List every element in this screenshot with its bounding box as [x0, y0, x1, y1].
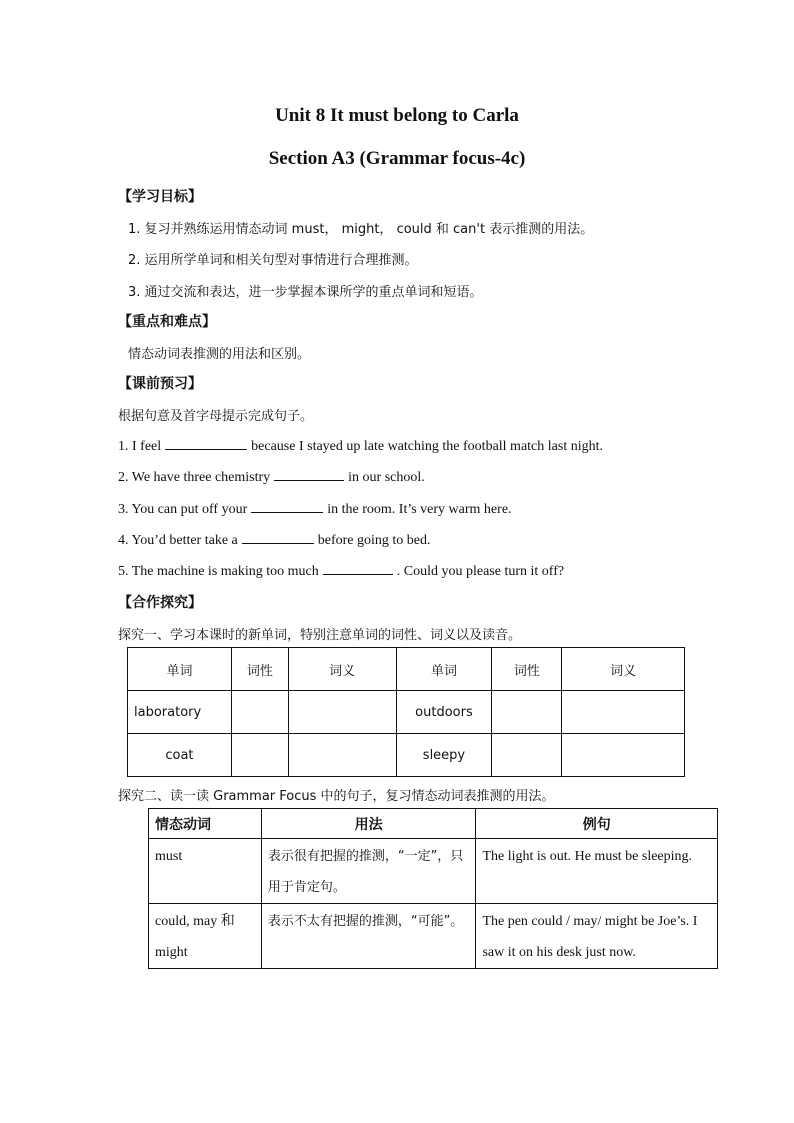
objective-item-2: 2. 运用所学单词和相关句型对事情进行合理推测。 [128, 253, 418, 268]
preview-sentence-3: 3. You can put off your in the room. It’s very warm here. [118, 502, 512, 517]
preview-sentence-4: 4. You’d better take a before going to bed. [118, 533, 431, 548]
word-cell: laboratory [128, 691, 232, 734]
header-cell: 用法 [261, 809, 476, 839]
answer-cell[interactable] [288, 734, 396, 777]
objective-item-3: 3. 通过交流和表达，进一步掌握本课所学的重点单词和短语。 [128, 285, 483, 300]
answer-blank[interactable] [251, 500, 323, 513]
example-cell: The light is out. He must be sleeping. [476, 839, 718, 904]
header-cell: 词性 [492, 648, 562, 691]
word-cell: sleepy [396, 734, 492, 777]
answer-blank[interactable] [274, 468, 344, 481]
table-row [128, 734, 685, 777]
modal-cell: could, may 和 might [149, 904, 262, 969]
table-row [149, 904, 718, 969]
explore-heading: 【合作探究】 [118, 595, 202, 611]
section-title: Section A3 (Grammar focus-4c) [268, 148, 526, 169]
word-cell: outdoors [396, 691, 492, 734]
preview-heading: 【课前预习】 [118, 376, 202, 392]
modal-verbs-table [148, 808, 718, 969]
header-cell: 单词 [128, 648, 232, 691]
header-cell: 词义 [288, 648, 396, 691]
answer-blank[interactable] [242, 531, 314, 544]
header-cell: 单词 [396, 648, 492, 691]
header-cell: 词义 [562, 648, 685, 691]
table-row [128, 691, 685, 734]
table-header-row [128, 648, 685, 691]
word-cell: coat [128, 734, 232, 777]
answer-cell[interactable] [288, 691, 396, 734]
header-cell: 例句 [476, 809, 718, 839]
answer-blank[interactable] [165, 437, 247, 450]
modal-cell: must [149, 839, 262, 904]
preview-sentence-2: 2. We have three chemistry in our school. [118, 470, 425, 485]
table-row [149, 839, 718, 904]
explore-part1-instruction: 探究一、学习本课时的新单词，特别注意单词的词性、词义以及读音。 [118, 628, 522, 643]
table-header-row [149, 809, 718, 839]
explore-part2-instruction: 探究二、读一读 Grammar Focus 中的句子，复习情态动词表推测的用法。 [118, 789, 555, 804]
example-cell: The pen could / may/ might be Joe’s. I saw it on his desk just now. [476, 904, 718, 969]
unit-title: Unit 8 It must belong to Carla [275, 105, 519, 126]
header-cell: 情态动词 [149, 809, 262, 839]
key-points-text: 情态动词表推测的用法和区别。 [128, 347, 311, 362]
header-cell: 词性 [231, 648, 288, 691]
answer-cell[interactable] [231, 691, 288, 734]
preview-instruction: 根据句意及首字母提示完成句子。 [118, 409, 314, 424]
objective-item-1: 1. 复习并熟练运用情态动词 must， might， could 和 can't 表示推测的用法。 [128, 222, 594, 237]
key-points-heading: 【重点和难点】 [118, 314, 216, 330]
answer-blank[interactable] [323, 562, 393, 575]
vocabulary-table [127, 647, 685, 777]
answer-cell[interactable] [492, 734, 562, 777]
answer-cell[interactable] [562, 691, 685, 734]
preview-sentence-5: 5. The machine is making too much . Could you please turn it off? [118, 564, 565, 579]
usage-cell: 表示很有把握的推测，“一定”，只用于肯定句。 [261, 839, 476, 904]
preview-sentence-1: 1. I feel because I stayed up late watching the football match last night. [118, 439, 603, 454]
answer-cell[interactable] [231, 734, 288, 777]
usage-cell: 表示不太有把握的推测，“可能”。 [261, 904, 476, 969]
answer-cell[interactable] [492, 691, 562, 734]
answer-cell[interactable] [562, 734, 685, 777]
objectives-heading: 【学习目标】 [118, 189, 202, 205]
